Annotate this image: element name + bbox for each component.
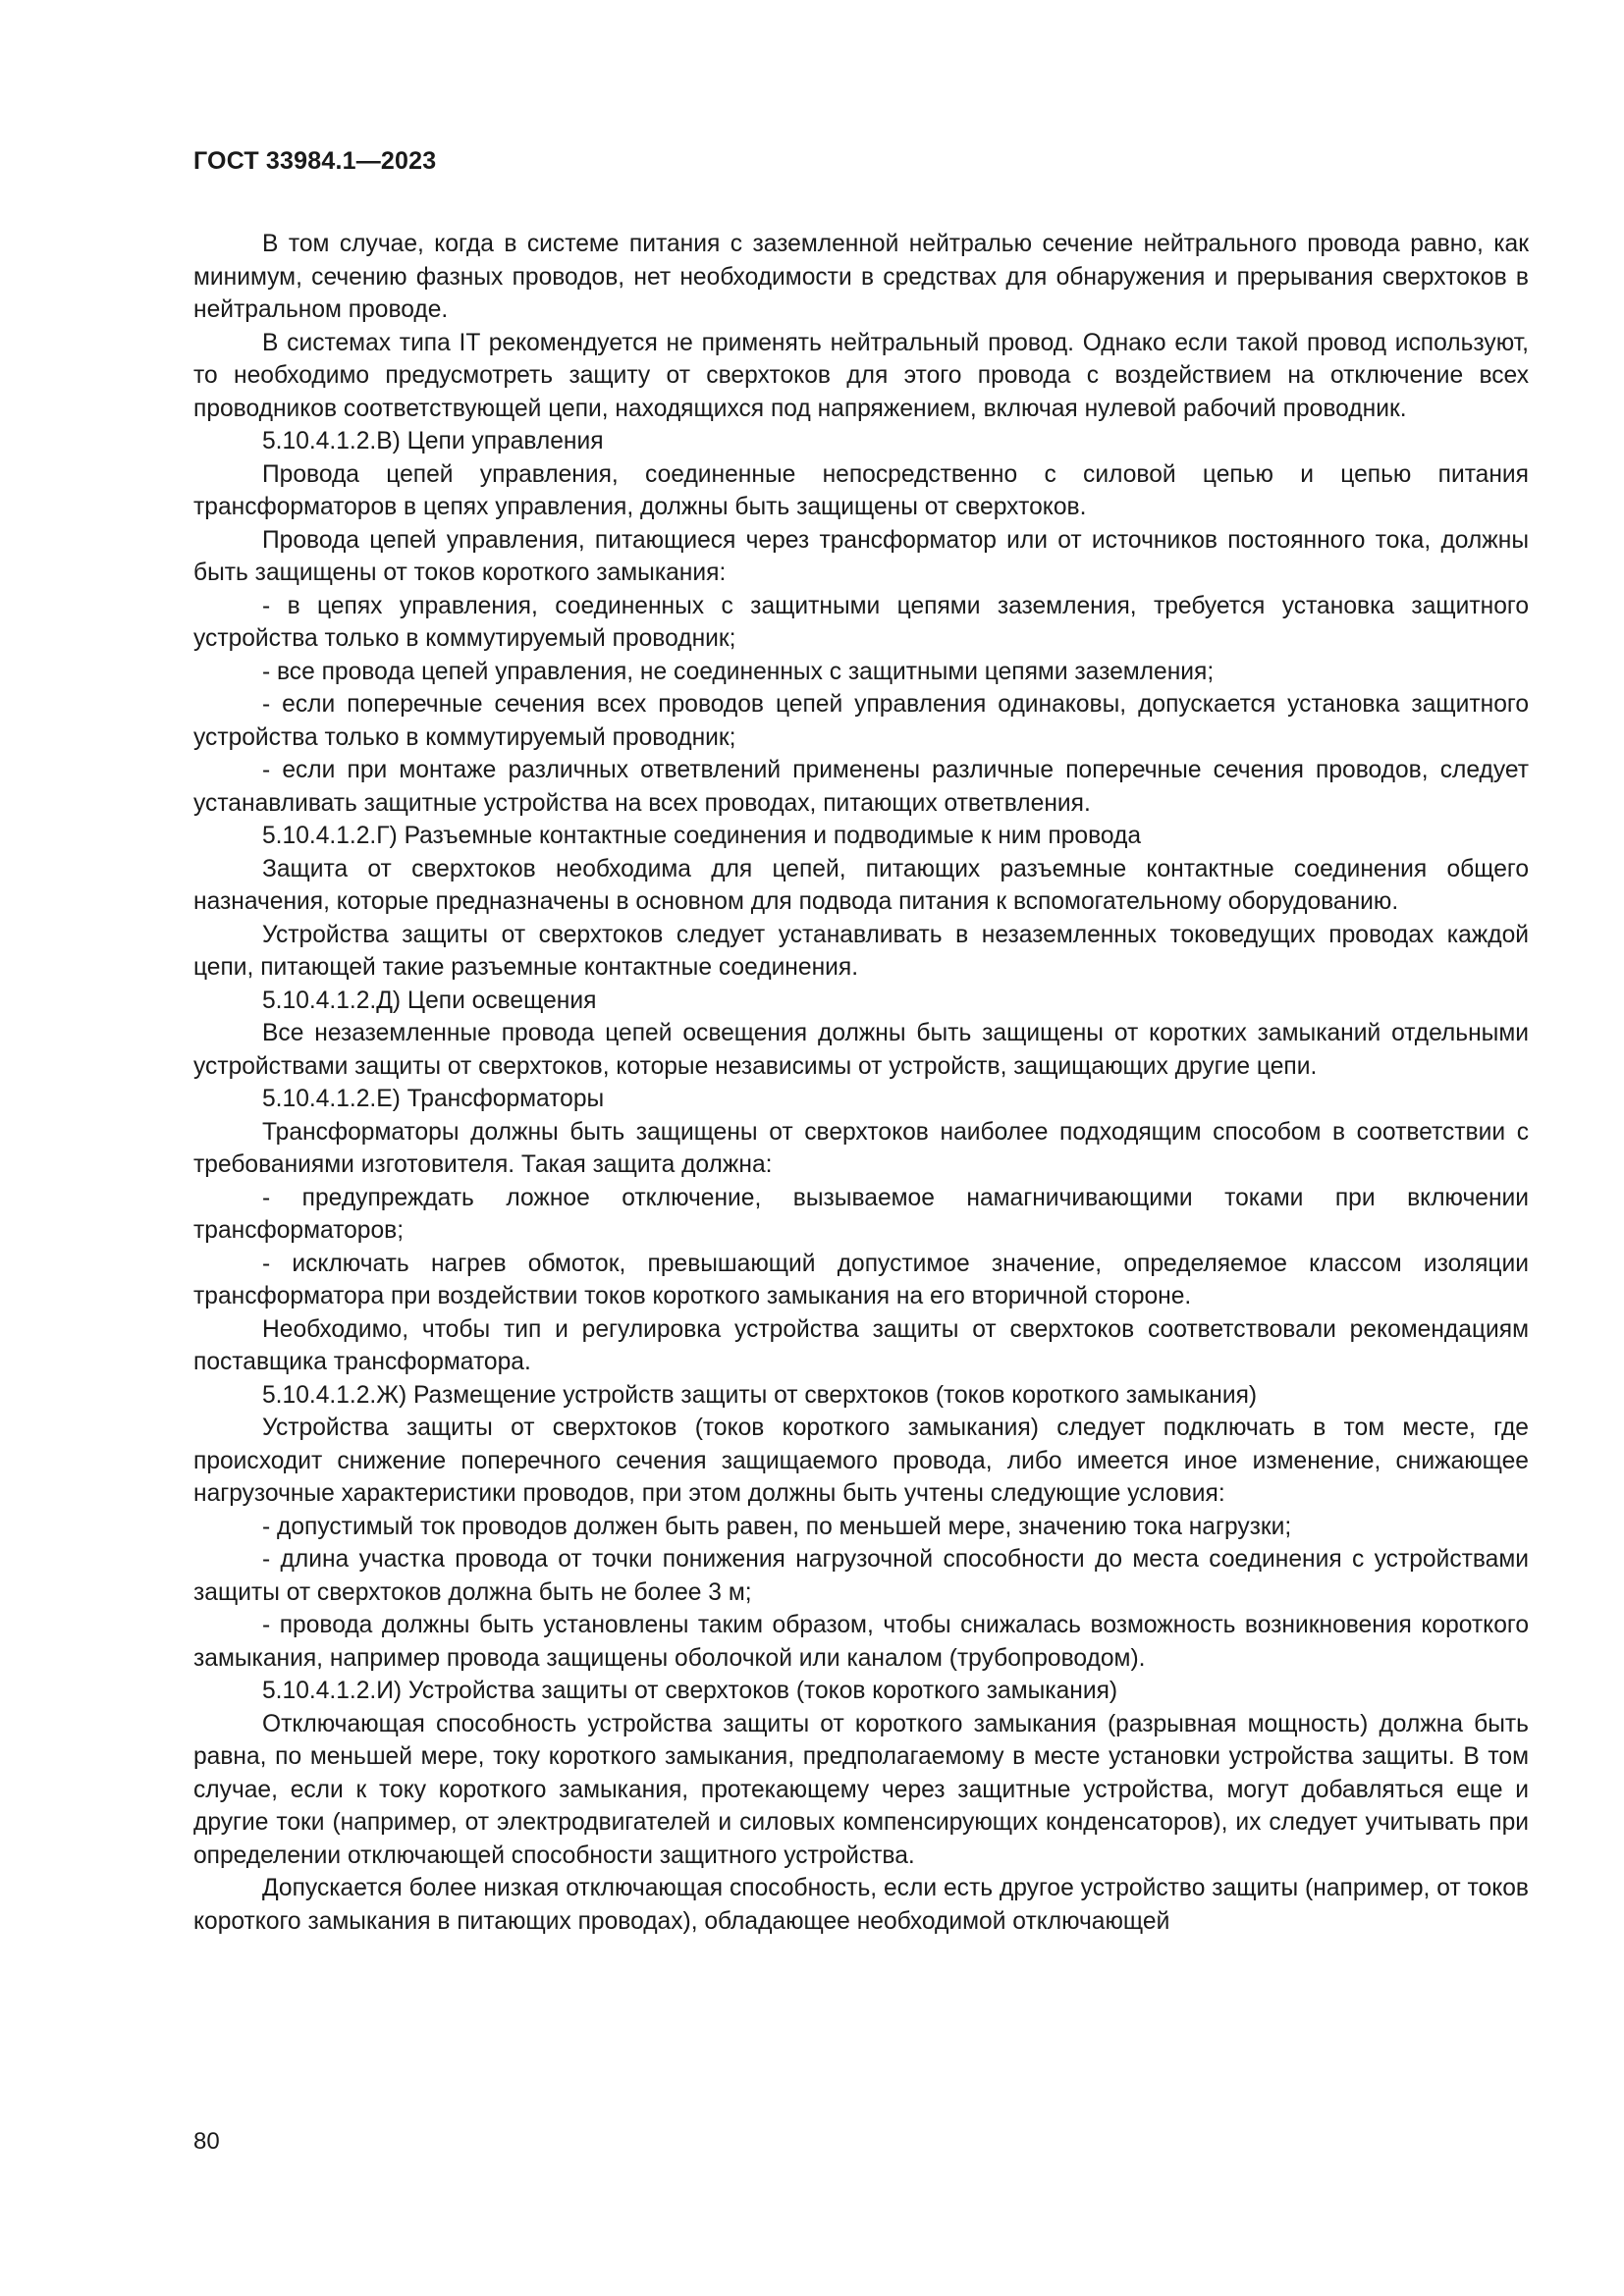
list-item: - предупреждать ложное отключение, вызываемое намагничивающими токами при включении трансформаторов;	[193, 1184, 1529, 1244]
paragraph: Провода цепей управления, соединенные непосредственно с силовой цепью и цепью питания трансформаторов в цепях управления, должны быть защищены от сверхтоков.	[193, 460, 1529, 520]
section-heading: 5.10.4.1.2.И) Устройства защиты от сверхтоков (токов короткого замыкания)	[262, 1678, 1118, 1704]
list-item: - провода должны быть установлены таким образом, чтобы снижалась возможность возникновения короткого замыкания, например провода защищены оболочкой или каналом (трубопроводом).	[193, 1612, 1529, 1672]
section-heading: 5.10.4.1.2.Г) Разъемные контактные соединения и подводимые к ним провода	[262, 823, 1142, 849]
paragraph: Трансформаторы должны быть защищены от сверхтоков наиболее подходящим способом в соответствии с требованиями изготовителя. Такая защита должна:	[193, 1118, 1529, 1178]
paragraph: В том случае, когда в системе питания с заземленной нейтралью сечение нейтрального провода равно, как минимум, сечению фазных проводов, нет необходимости в средствах для обнаружения и прерывания сверхтоков в нейтральном проводе.	[193, 231, 1529, 323]
paragraph: В системах типа IT рекомендуется не применять нейтральный провод. Однако если такой провод используют, то необходимо предусмотреть защиту от сверхтоков для этого провода с воздействием на отключение всех проводников соответствующей цепи, находящихся под напряжением, включая нулевой рабочий проводник.	[193, 329, 1529, 422]
list-item: - длина участка провода от точки понижения нагрузочной способности до места соединения с устройствами защиты от сверхтоков должна быть не более 3 м;	[193, 1546, 1529, 1606]
standard-header: ГОСТ 33984.1—2023	[193, 147, 437, 175]
paragraph: Устройства защиты от сверхтоков (токов короткого замыкания) следует подключать в том месте, где происходит снижение поперечного сечения защищаемого провода, либо имеется иное изменение, снижающее нагрузочные характеристики проводов, при этом должны быть учтены следующие условия:	[193, 1415, 1529, 1507]
paragraph: Защита от сверхтоков необходима для цепей, питающих разъемные контактные соединения общего назначения, которые предназначены в основном для подвода питания к вспомогательному оборудованию.	[193, 855, 1529, 915]
list-item: - все провода цепей управления, не соединенных с защитными цепями заземления;	[262, 658, 1215, 685]
paragraph: Провода цепей управления, питающиеся через трансформатор или от источников постоянного тока, должны быть защищены от токов короткого замыкания:	[193, 526, 1529, 586]
list-item: - если поперечные сечения всех проводов цепей управления одинаковы, допускается установка защитного устройства только в коммутируемый проводник;	[193, 691, 1529, 751]
section-heading: 5.10.4.1.2.В) Цепи управления	[262, 428, 604, 454]
paragraph: Допускается более низкая отключающая способность, если есть другое устройство защиты (например, от токов короткого замыкания в питающих проводах), обладающее необходимой отключающей	[193, 1875, 1529, 1935]
section-heading: 5.10.4.1.2.Е) Трансформаторы	[262, 1086, 605, 1112]
paragraph: Отключающая способность устройства защиты от короткого замыкания (разрывная мощность) должна быть равна, по меньшей мере, току короткого замыкания, предполагаемому в месте установки устройства защиты. В том случае, если к току короткого замыкания, протекающему через защитные устройства, могут добавляться еще и другие токи (например, от электродвигателей и силовых компенсирующих конденсаторов), их следует учитывать при определении отключающей способности защитного устройства.	[193, 1710, 1529, 1869]
paragraph: Устройства защиты от сверхтоков следует устанавливать в незаземленных токоведущих проводах каждой цепи, питающей такие разъемные контактные соединения.	[193, 921, 1529, 981]
list-item: - допустимый ток проводов должен быть равен, по меньшей мере, значению тока нагрузки;	[262, 1513, 1292, 1540]
body-text	[193, 228, 1529, 1938]
list-item: - если при монтаже различных ответвлений применены различные поперечные сечения проводов, следует устанавливать защитные устройства на всех проводах, питающих ответвления.	[193, 757, 1529, 817]
section-heading: 5.10.4.1.2.Ж) Размещение устройств защиты от сверхтоков (токов короткого замыкания)	[262, 1381, 1258, 1409]
list-item: - исключать нагрев обмоток, превышающий допустимое значение, определяемое классом изоляции трансформатора при воздействии токов короткого замыкания на его вторичной стороне.	[193, 1250, 1529, 1309]
section-heading: 5.10.4.1.2.Д) Цепи освещения	[262, 987, 597, 1014]
list-item: - в цепях управления, соединенных с защитными цепями заземления, требуется установка защитного устройства только в коммутируемый проводник;	[193, 592, 1529, 652]
paragraph: Все незаземленные провода цепей освещения должны быть защищены от коротких замыканий отдельными устройствами защиты от сверхтоков, которые независимы от устройств, защищающих другие цепи.	[193, 1020, 1529, 1080]
paragraph: Необходимо, чтобы тип и регулировка устройства защиты от сверхтоков соответствовали рекомендациям поставщика трансформатора.	[193, 1315, 1529, 1375]
page-number: 80	[193, 2128, 220, 2155]
